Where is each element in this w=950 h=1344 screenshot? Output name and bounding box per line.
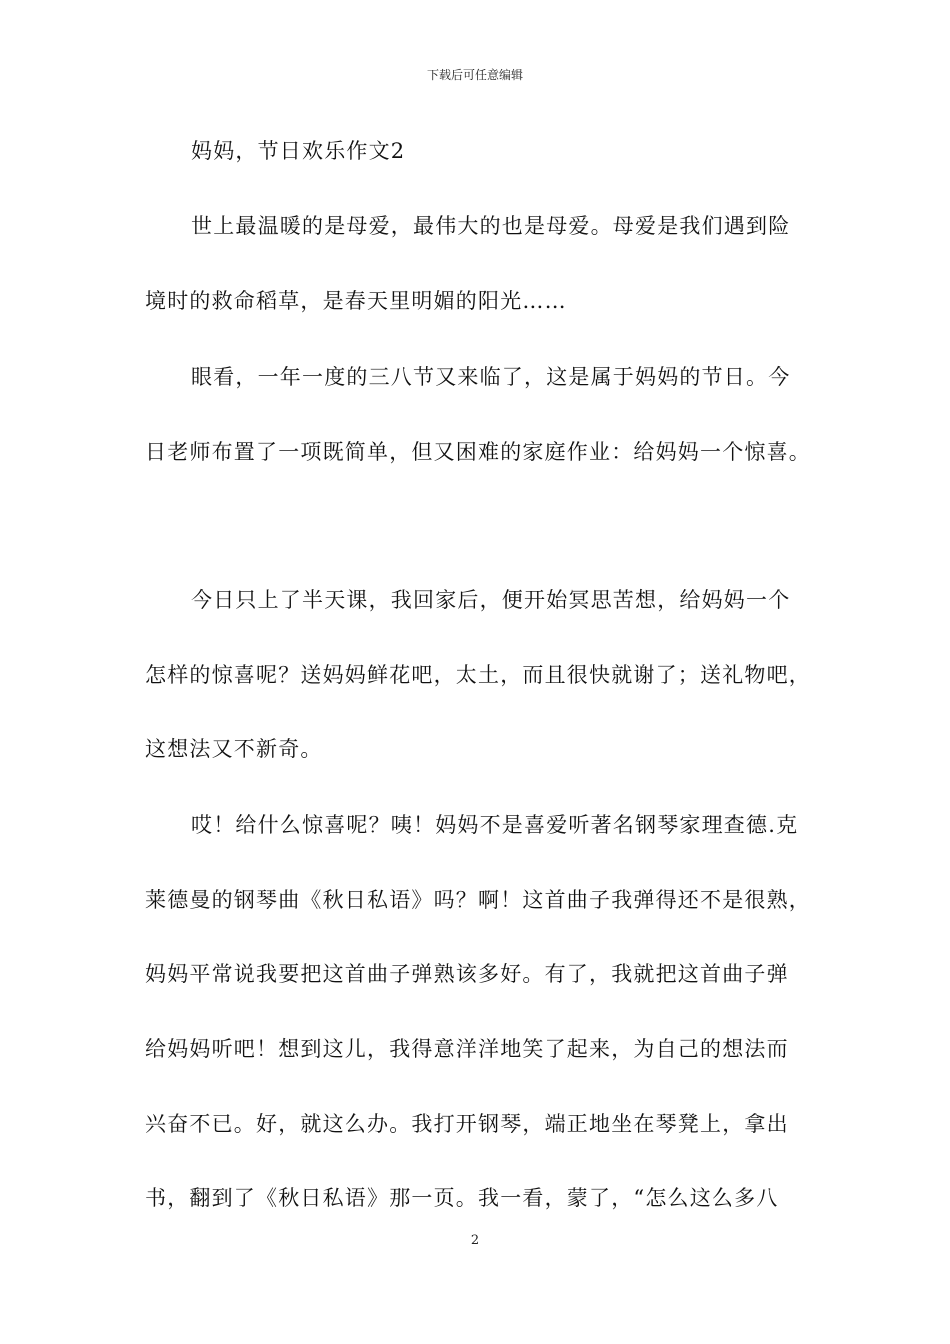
paragraph-line: 哎！给什么惊喜呢？咦！妈妈不是喜爱听著名钢琴家理查德.克 [191, 813, 799, 837]
paragraph-line: 世上最温暖的是母爱，最伟大的也是母爱。母爱是我们遇到险 [191, 214, 791, 238]
paragraph-line: 今日只上了半天课，我回家后，便开始冥思苦想，给妈妈一个 [191, 588, 791, 612]
paragraph-line: 这想法又不新奇。 [145, 737, 323, 761]
paragraph-line: 眼看，一年一度的三八节又来临了，这是属于妈妈的节日。今 [191, 365, 791, 389]
paragraph-line: 妈妈平常说我要把这首曲子弹熟该多好。有了，我就把这首曲子弹 [145, 962, 789, 986]
paragraph-line: 给妈妈听吧！想到这儿，我得意洋洋地笑了起来，为自己的想法而 [145, 1037, 789, 1061]
paragraph-line: 境时的救命稻草，是春天里明媚的阳光…… [145, 289, 567, 313]
paragraph-line: 莱德曼的钢琴曲《秋日私语》吗？啊！这首曲子我弹得还不是很熟， [145, 888, 811, 912]
document-title: 妈妈，节日欢乐作文2 [191, 139, 406, 163]
paragraph-line: 兴奋不已。好，就这么办。我打开钢琴，端正地坐在琴凳上，拿出 [145, 1112, 789, 1136]
paragraph-line: 日老师布置了一项既简单，但又困难的家庭作业：给妈妈一个惊喜。 [145, 440, 811, 464]
page-header: 下载后可任意编辑 [426, 68, 523, 82]
paragraph-line: 怎样的惊喜呢？送妈妈鲜花吧，太土，而且很快就谢了；送礼物吧， [145, 663, 811, 687]
paragraph-line: 书，翻到了《秋日私语》那一页。我一看，蒙了，“怎么这么多八 [145, 1186, 779, 1210]
page-number: 2 [470, 1233, 480, 1248]
